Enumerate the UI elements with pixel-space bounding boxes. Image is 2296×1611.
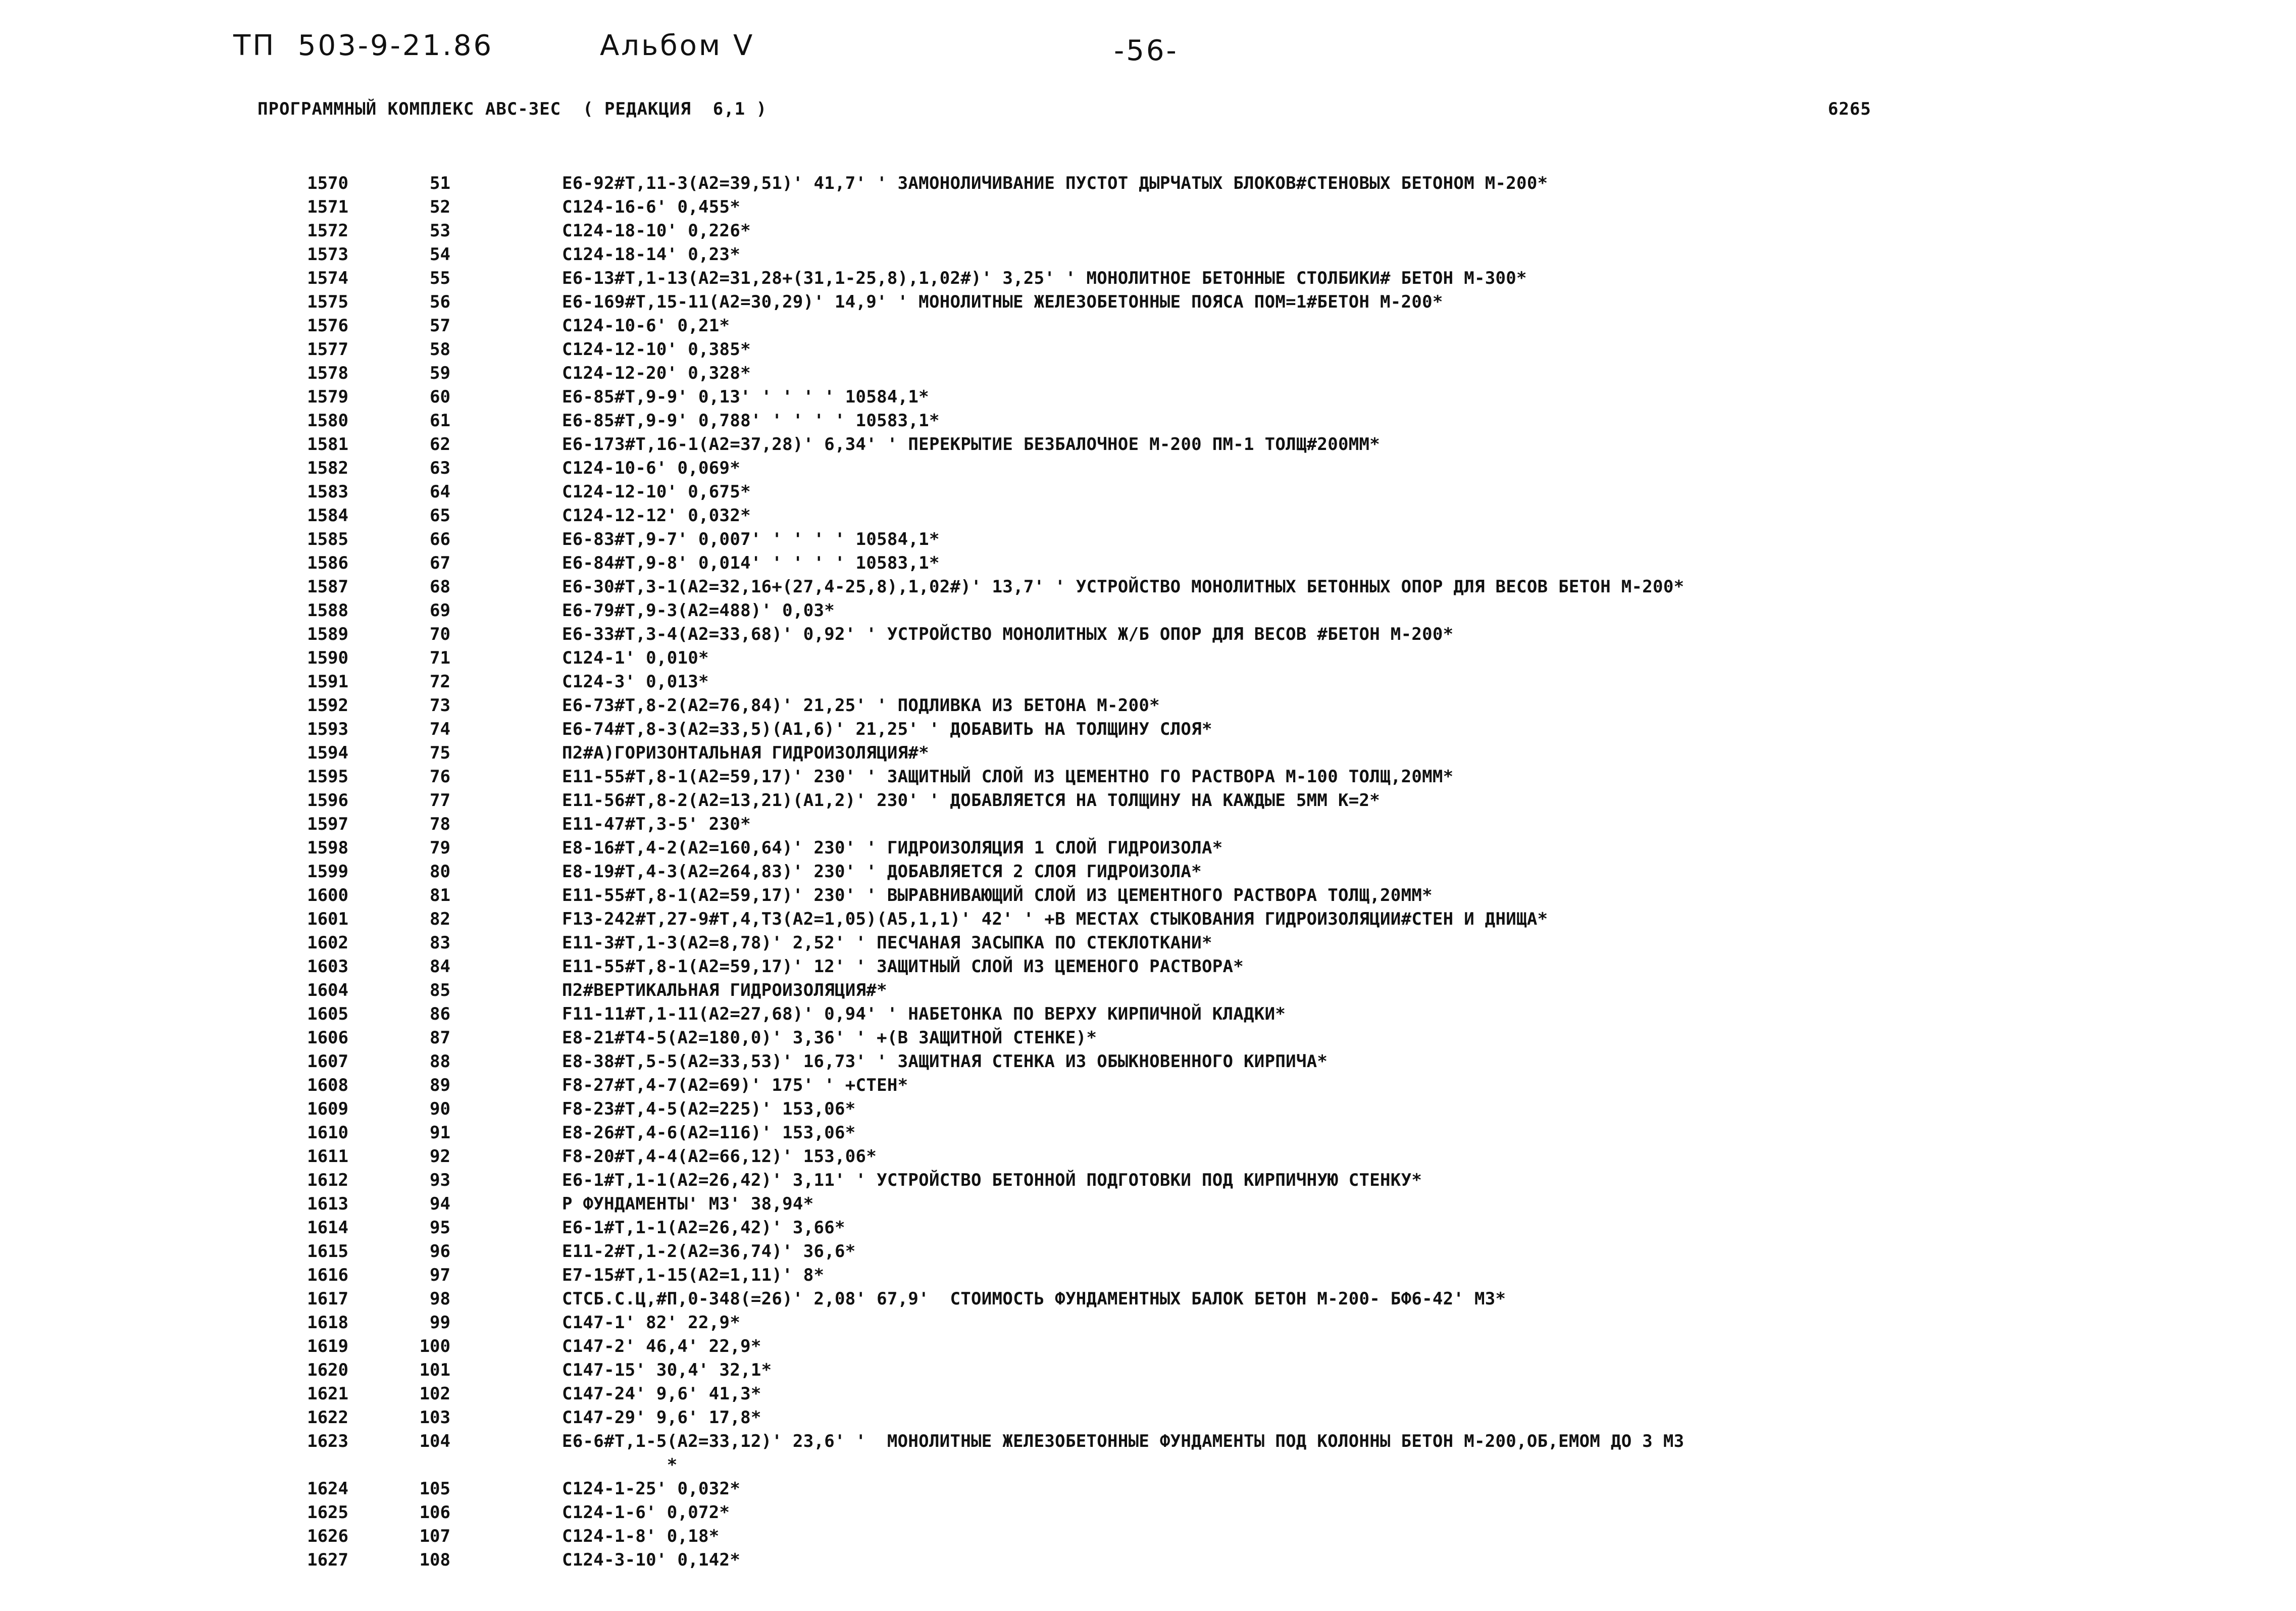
item-number: 74 (430, 719, 450, 739)
listing-row (0, 979, 2296, 1002)
item-number: 108 (419, 1550, 450, 1570)
line-number: 1571 (307, 197, 348, 217)
listing-row (0, 504, 2296, 528)
item-number: 54 (430, 244, 450, 265)
record-text: C124-12-12' 0,032* (562, 506, 751, 526)
line-number: 1587 (307, 577, 348, 597)
record-text: F8-20#T,4-4(A2=66,12)' 153,06* (562, 1146, 877, 1167)
listing-row (0, 670, 2296, 694)
record-text: C124-1-8' 0,18* (562, 1526, 720, 1546)
line-number: 1596 (307, 790, 348, 811)
line-number: 1599 (307, 862, 348, 882)
record-text: C124-12-20' 0,328* (562, 363, 751, 383)
record-text: Р ФУНДАМЕНТЫ' М3' 38,94* (562, 1194, 814, 1214)
listing-row (0, 1240, 2296, 1264)
document-id: 6265 (1828, 99, 1871, 119)
item-number: 63 (430, 458, 450, 478)
listing-row (0, 623, 2296, 646)
line-number: 1582 (307, 458, 348, 478)
record-text: E6-169#T,15-11(A2=30,29)' 14,9' ' МОНОЛИТНЫЕ ЖЕЛЕЗОБЕТОННЫЕ ПОЯСА ПОМ=1#БЕТОН М-200* (562, 292, 1443, 312)
item-number: 85 (430, 980, 450, 1000)
listing-row (0, 1264, 2296, 1287)
record-text: E6-33#T,3-4(A2=33,68)' 0,92' ' УСТРОЙСТВО МОНОЛИТНЫХ Ж/Б ОПОР ДЛЯ ВЕСОВ #БЕТОН М-200* (562, 624, 1454, 644)
item-number: 70 (430, 624, 450, 644)
listing-row (0, 1358, 2296, 1382)
listing-row (0, 1287, 2296, 1311)
record-text: E6-92#T,11-3(A2=39,51)' 41,7' ' ЗАМОНОЛИЧИВАНИЕ ПУСТОТ ДЫРЧАТЫХ БЛОКОВ#СТЕНОВЫХ БЕТОНОМ М-200* (562, 173, 1548, 193)
line-number: 1616 (307, 1265, 348, 1285)
listing-row (0, 1026, 2296, 1050)
line-number: 1609 (307, 1099, 348, 1119)
record-text: C124-3' 0,013* (562, 672, 709, 692)
record-text: F11-11#T,1-11(A2=27,68)' 0,94' ' НАБЕТОНКА ПО ВЕРХУ КИРПИЧНОЙ КЛАДКИ* (562, 1004, 1286, 1024)
item-number: 104 (419, 1431, 450, 1451)
listing-row (0, 646, 2296, 670)
record-text: C124-1-6' 0,072* (562, 1502, 730, 1523)
item-number: 87 (430, 1028, 450, 1048)
listing-row (0, 1548, 2296, 1572)
item-number: 82 (430, 909, 450, 929)
page-number: -56- (1114, 34, 1179, 67)
item-number: 58 (430, 339, 450, 360)
line-number: 1573 (307, 244, 348, 265)
line-number: 1627 (307, 1550, 348, 1570)
item-number: 61 (430, 411, 450, 431)
line-number: 1622 (307, 1407, 348, 1428)
record-text: C147-1' 82' 22,9* (562, 1313, 741, 1333)
record-text: C147-29' 9,6' 17,8* (562, 1407, 761, 1428)
item-number: 64 (430, 482, 450, 502)
item-number: 103 (419, 1407, 450, 1428)
line-number: 1615 (307, 1241, 348, 1262)
listing-row (0, 1430, 2296, 1477)
record-text: C124-10-6' 0,21* (562, 316, 730, 336)
record-text: C124-12-10' 0,385* (562, 339, 751, 360)
item-number: 79 (430, 838, 450, 858)
line-number: 1595 (307, 767, 348, 787)
item-number: 60 (430, 387, 450, 407)
listing-row (0, 1525, 2296, 1548)
item-number: 66 (430, 529, 450, 549)
item-number: 95 (430, 1218, 450, 1238)
item-number: 83 (430, 933, 450, 953)
record-text: F13-242#T,27-9#T,4,T3(A2=1,05)(A5,1,1)' 42' ' +В МЕСТАХ СТЫКОВАНИЯ ГИДРОИЗОЛЯЦИИ#СТЕН И ДНИЩА* (562, 909, 1548, 929)
record-text: E6-74#T,8-3(A2=33,5)(A1,6)' 21,25' ' ДОБАВИТЬ НА ТОЛЩИНУ СЛОЯ* (562, 719, 1212, 739)
listing-row (0, 267, 2296, 290)
item-number: 98 (430, 1289, 450, 1309)
listing-row (0, 1501, 2296, 1525)
item-number: 81 (430, 885, 450, 905)
item-number: 69 (430, 600, 450, 621)
line-number: 1605 (307, 1004, 348, 1024)
line-number: 1577 (307, 339, 348, 360)
item-number: 77 (430, 790, 450, 811)
listing-row (0, 243, 2296, 267)
item-number: 51 (430, 173, 450, 193)
record-text: F8-23#T,4-5(A2=225)' 153,06* (562, 1099, 856, 1119)
record-text: C147-15' 30,4' 32,1* (562, 1360, 772, 1380)
record-text: E11-55#T,8-1(A2=59,17)' 12' ' ЗАЩИТНЫЙ СЛОЙ ИЗ ЦЕМЕНОГО РАСТВОРА* (562, 956, 1244, 977)
item-number: 86 (430, 1004, 450, 1024)
item-number: 78 (430, 814, 450, 834)
listing-row (0, 1074, 2296, 1097)
item-number: 59 (430, 363, 450, 383)
line-number: 1621 (307, 1384, 348, 1404)
listing-row (0, 575, 2296, 599)
record-text: C124-3-10' 0,142* (562, 1550, 741, 1570)
record-text: E6-1#T,1-1(A2=26,42)' 3,11' ' УСТРОЙСТВО БЕТОННОЙ ПОДГОТОВКИ ПОД КИРПИЧНУЮ СТЕНКУ* (562, 1170, 1422, 1190)
listing-row (0, 1382, 2296, 1406)
listing-row (0, 813, 2296, 836)
line-number: 1580 (307, 411, 348, 431)
line-number: 1612 (307, 1170, 348, 1190)
line-number: 1589 (307, 624, 348, 644)
line-number: 1574 (307, 268, 348, 288)
line-number: 1603 (307, 956, 348, 977)
record-text: E6-13#T,1-13(A2=31,28+(31,1-25,8),1,02#)' 3,25' ' МОНОЛИТНОЕ БЕТОННЫЕ СТОЛБИКИ# БЕТОН М-300* (562, 268, 1527, 288)
line-number: 1581 (307, 434, 348, 455)
listing-row (0, 1121, 2296, 1145)
listing-row (0, 219, 2296, 243)
record-text: E6-84#T,9-8' 0,014' ' ' ' ' 10583,1* (562, 553, 940, 573)
listing-row (0, 884, 2296, 908)
album-label: Альбом V (600, 29, 755, 62)
line-number: 1604 (307, 980, 348, 1000)
item-number: 75 (430, 743, 450, 763)
item-number: 84 (430, 956, 450, 977)
record-text: E8-19#T,4-3(A2=264,83)' 230' ' ДОБАВЛЯЕТСЯ 2 СЛОЯ ГИДРОИЗОЛА* (562, 862, 1202, 882)
listing-row (0, 1192, 2296, 1216)
item-number: 92 (430, 1146, 450, 1167)
record-text: E6-79#T,9-3(A2=488)' 0,03* (562, 600, 835, 621)
program-title: ПРОГРАММНЫЙ КОМПЛЕКС АВС-3ЕС ( РЕДАКЦИЯ 6,1 ) (258, 99, 768, 119)
line-number: 1623 (307, 1431, 348, 1451)
listing-row (0, 195, 2296, 219)
item-number: 71 (430, 648, 450, 668)
line-number: 1570 (307, 173, 348, 193)
record-text: П2#ВЕРТИКАЛЬНАЯ ГИДРОИЗОЛЯЦИЯ#* (562, 980, 887, 1000)
record-text: E6-85#T,9-9' 0,788' ' ' ' ' 10583,1* (562, 411, 940, 431)
line-number: 1614 (307, 1218, 348, 1238)
line-number: 1583 (307, 482, 348, 502)
record-text: E11-55#T,8-1(A2=59,17)' 230' ' ВЫРАВНИВАЮЩИЙ СЛОЙ ИЗ ЦЕМЕНТНОГО РАСТВОРА ТОЛЩ,20ММ* (562, 885, 1433, 905)
line-number: 1626 (307, 1526, 348, 1546)
listing-row (0, 694, 2296, 718)
listing-row (0, 1145, 2296, 1169)
line-number: 1576 (307, 316, 348, 336)
item-number: 101 (419, 1360, 450, 1380)
listing-row (0, 718, 2296, 741)
item-number: 67 (430, 553, 450, 573)
line-number: 1619 (307, 1336, 348, 1356)
line-number: 1625 (307, 1502, 348, 1523)
record-text: C124-18-14' 0,23* (562, 244, 741, 265)
record-text: E8-38#T,5-5(A2=33,53)' 16,73' ' ЗАЩИТНАЯ СТЕНКА ИЗ ОБЫКНОВЕННОГО КИРПИЧА* (562, 1051, 1328, 1072)
listing-row (0, 599, 2296, 623)
item-number: 53 (430, 221, 450, 241)
item-number: 97 (430, 1265, 450, 1285)
record-text: E6-6#T,1-5(A2=33,12)' 23,6' ' МОНОЛИТНЫЕ ЖЕЛЕЗОБЕТОННЫЕ ФУНДАМЕНТЫ ПОД КОЛОННЫ БЕТОН М-200,ОБ,ЕМОМ ДО 3 М3 * (562, 1431, 1685, 1475)
item-number: 105 (419, 1479, 450, 1499)
item-number: 93 (430, 1170, 450, 1190)
listing-row (0, 955, 2296, 979)
record-text: C124-1' 0,010* (562, 648, 709, 668)
line-number: 1607 (307, 1051, 348, 1072)
listing-row (0, 908, 2296, 931)
listing-row (0, 409, 2296, 433)
listing-row (0, 480, 2296, 504)
listing-row (0, 1002, 2296, 1026)
listing-row (0, 789, 2296, 813)
line-number: 1620 (307, 1360, 348, 1380)
record-text: E6-1#T,1-1(A2=26,42)' 3,66* (562, 1218, 845, 1238)
listing-row (0, 290, 2296, 314)
item-number: 89 (430, 1075, 450, 1095)
record-text: C124-12-10' 0,675* (562, 482, 751, 502)
listing-row (0, 457, 2296, 480)
listing-row (0, 741, 2296, 765)
record-text: C124-1-25' 0,032* (562, 1479, 741, 1499)
item-number: 91 (430, 1123, 450, 1143)
record-text: E6-73#T,8-2(A2=76,84)' 21,25' ' ПОДЛИВКА ИЗ БЕТОНА М-200* (562, 695, 1160, 716)
record-text: E8-21#T4-5(A2=180,0)' 3,36' ' +(В ЗАЩИТНОЙ СТЕНКЕ)* (562, 1028, 1097, 1048)
record-text: E6-85#T,9-9' 0,13' ' ' ' ' 10584,1* (562, 387, 929, 407)
record-text: E11-2#T,1-2(A2=36,74)' 36,6* (562, 1241, 856, 1262)
record-text: П2#А)ГОРИЗОНТАЛЬНАЯ ГИДРОИЗОЛЯЦИЯ#* (562, 743, 929, 763)
line-number: 1591 (307, 672, 348, 692)
item-number: 62 (430, 434, 450, 455)
record-text: E6-30#T,3-1(A2=32,16+(27,4-25,8),1,02#)' 13,7' ' УСТРОЙСТВО МОНОЛИТНЫХ БЕТОННЫХ ОПОР ДЛЯ ВЕСОВ БЕТОН М-200* (562, 577, 1685, 597)
listing-row (0, 338, 2296, 362)
line-number: 1590 (307, 648, 348, 668)
line-number: 1600 (307, 885, 348, 905)
item-number: 65 (430, 506, 450, 526)
item-number: 80 (430, 862, 450, 882)
line-number: 1592 (307, 695, 348, 716)
line-number: 1624 (307, 1479, 348, 1499)
listing-row (0, 931, 2296, 955)
line-number: 1598 (307, 838, 348, 858)
listing-row (0, 1097, 2296, 1121)
listing-row (0, 1311, 2296, 1335)
listing-row (0, 314, 2296, 338)
item-number: 55 (430, 268, 450, 288)
item-number: 88 (430, 1051, 450, 1072)
item-number: 73 (430, 695, 450, 716)
listing-row (0, 1406, 2296, 1430)
listing-row (0, 551, 2296, 575)
line-number: 1578 (307, 363, 348, 383)
item-number: 68 (430, 577, 450, 597)
item-number: 52 (430, 197, 450, 217)
line-number: 1618 (307, 1313, 348, 1333)
record-text: СТСБ.С.Ц,#П,0-348(=26)' 2,08' 67,9' СТОИМОСТЬ ФУНДАМЕНТНЫХ БАЛОК БЕТОН М-200- БФ6-42' М3* (562, 1289, 1506, 1309)
record-text: E11-47#T,3-5' 230* (562, 814, 751, 834)
record-text: C124-16-6' 0,455* (562, 197, 741, 217)
record-text: C124-18-10' 0,226* (562, 221, 751, 241)
line-number: 1611 (307, 1146, 348, 1167)
listing-row (0, 1335, 2296, 1358)
listing-row (0, 1169, 2296, 1192)
program-listing (0, 172, 2296, 1572)
line-number: 1617 (307, 1289, 348, 1309)
line-number: 1585 (307, 529, 348, 549)
record-text: E8-16#T,4-2(A2=160,64)' 230' ' ГИДРОИЗОЛЯЦИЯ 1 СЛОЙ ГИДРОИЗОЛА* (562, 838, 1223, 858)
item-number: 90 (430, 1099, 450, 1119)
line-number: 1579 (307, 387, 348, 407)
record-text: E6-83#T,9-7' 0,007' ' ' ' ' 10584,1* (562, 529, 940, 549)
listing-row (0, 528, 2296, 551)
line-number: 1601 (307, 909, 348, 929)
line-number: 1593 (307, 719, 348, 739)
item-number: 102 (419, 1384, 450, 1404)
line-number: 1588 (307, 600, 348, 621)
item-number: 57 (430, 316, 450, 336)
record-text: C147-24' 9,6' 41,3* (562, 1384, 761, 1404)
item-number: 99 (430, 1313, 450, 1333)
line-number: 1602 (307, 933, 348, 953)
line-number: 1608 (307, 1075, 348, 1095)
line-number: 1584 (307, 506, 348, 526)
item-number: 100 (419, 1336, 450, 1356)
listing-row (0, 1477, 2296, 1501)
record-text: C147-2' 46,4' 22,9* (562, 1336, 761, 1356)
line-number: 1594 (307, 743, 348, 763)
item-number: 106 (419, 1502, 450, 1523)
line-number: 1606 (307, 1028, 348, 1048)
listing-row (0, 836, 2296, 860)
line-number: 1572 (307, 221, 348, 241)
listing-row (0, 433, 2296, 457)
listing-row (0, 1216, 2296, 1240)
listing-row (0, 385, 2296, 409)
record-text: E11-55#T,8-1(A2=59,17)' 230' ' ЗАЩИТНЫЙ СЛОЙ ИЗ ЦЕМЕНТНО ГО РАСТВОРА М-100 ТОЛЩ,20ММ* (562, 767, 1454, 787)
item-number: 107 (419, 1526, 450, 1546)
item-number: 94 (430, 1194, 450, 1214)
listing-row (0, 860, 2296, 884)
line-number: 1586 (307, 553, 348, 573)
item-number: 72 (430, 672, 450, 692)
line-number: 1597 (307, 814, 348, 834)
record-text: E11-3#T,1-3(A2=8,78)' 2,52' ' ПЕСЧАНАЯ ЗАСЫПКА ПО СТЕКЛОТКАНИ* (562, 933, 1212, 953)
listing-row (0, 765, 2296, 789)
record-text: E11-56#T,8-2(A2=13,21)(A1,2)' 230' ' ДОБАВЛЯЕТСЯ НА ТОЛЩИНУ НА КАЖДЫЕ 5ММ К=2* (562, 790, 1381, 811)
listing-row (0, 1050, 2296, 1074)
line-number: 1613 (307, 1194, 348, 1214)
record-text: E8-26#T,4-6(A2=116)' 153,06* (562, 1123, 856, 1143)
listing-row (0, 172, 2296, 195)
record-text: C124-10-6' 0,069* (562, 458, 741, 478)
document-code: ТП 503-9-21.86 (233, 29, 494, 62)
item-number: 56 (430, 292, 450, 312)
line-number: 1575 (307, 292, 348, 312)
item-number: 76 (430, 767, 450, 787)
record-text: E6-173#T,16-1(A2=37,28)' 6,34' ' ПЕРЕКРЫТИЕ БЕЗБАЛОЧНОЕ М-200 ПМ-1 ТОЛЩ#200ММ* (562, 434, 1381, 455)
item-number: 96 (430, 1241, 450, 1262)
record-text: F8-27#T,4-7(A2=69)' 175' ' +СТЕН* (562, 1075, 908, 1095)
record-text: E7-15#T,1-15(A2=1,11)' 8* (562, 1265, 825, 1285)
listing-row (0, 362, 2296, 385)
line-number: 1610 (307, 1123, 348, 1143)
